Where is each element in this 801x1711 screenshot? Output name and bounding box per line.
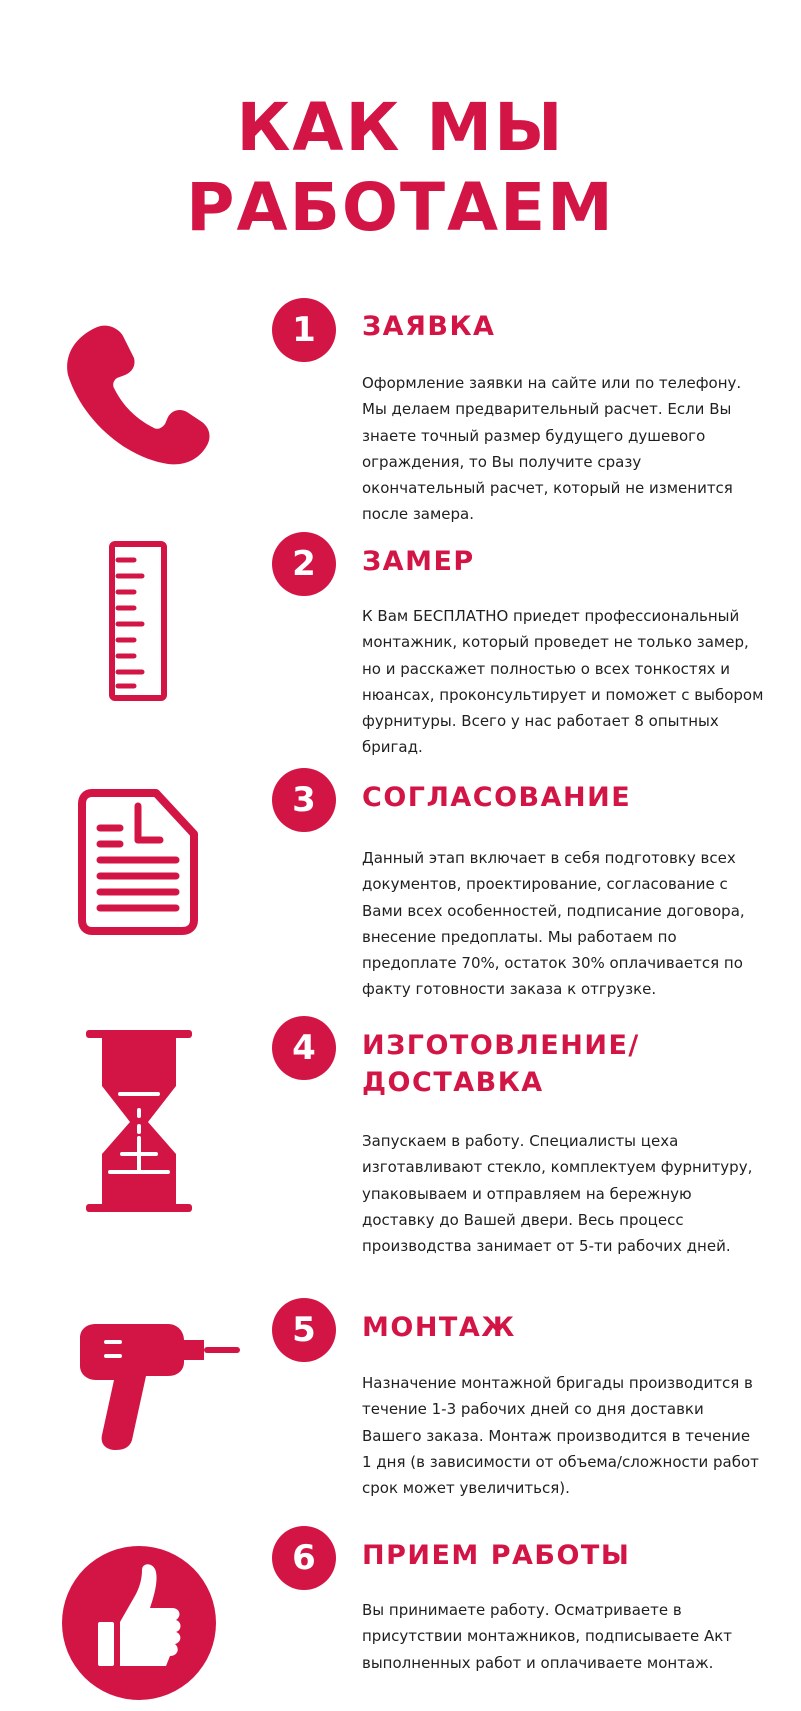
drill-icon [80, 1322, 240, 1450]
step-4-title: ИЗГОТОВЛЕНИЕ/ ДОСТАВКА [362, 1030, 640, 1098]
step-5-number: 5 [272, 1298, 336, 1362]
thumbs-up-icon [62, 1546, 216, 1700]
step-3-number: 3 [272, 768, 336, 832]
document-icon [78, 788, 200, 936]
step-5-title: МОНТАЖ [362, 1312, 516, 1343]
step-2-title: ЗАМЕР [362, 546, 475, 577]
step-4-number: 4 [272, 1016, 336, 1080]
step-2-number: 2 [272, 532, 336, 596]
step-3-title: СОГЛАСОВАНИЕ [362, 782, 632, 813]
page-title-line-2: РАБОТАЕМ [186, 169, 615, 246]
step-6-text: Вы принимаете работу. Осматриваете в присутствии монтажников, подписываете Акт выполненных работ и оплачиваете монтаж. [362, 1601, 732, 1672]
page-title [0, 88, 801, 248]
step-6-number: 6 [272, 1526, 336, 1590]
step-4-text: Запускаем в работу. Специалисты цеха изготавливают стекло, комплектуем фурнитуру, упаковываем и отправляем на бережную доставку до Вашей двери. Весь процесс производства занимает от 5-ти рабочих дней. [362, 1132, 753, 1256]
step-6-title: ПРИЕМ РАБОТЫ [362, 1540, 631, 1571]
ruler-icon [108, 540, 170, 704]
step-1-text: Оформление заявки на сайте или по телефону. Мы делаем предварительный расчет. Если Вы знаете точный размер будущего душевого ограждения, то Вы получите сразу окончательный расчет, который не изменится после замера. [362, 374, 742, 524]
step-1-title: ЗАЯВКА [362, 311, 496, 342]
step-1-number: 1 [272, 298, 336, 362]
hourglass-icon [86, 1030, 192, 1214]
phone-icon [62, 320, 212, 470]
step-5-text: Назначение монтажной бригады производится в течение 1-3 рабочих дней со дня доставки Вашего заказа. Монтаж производится в течение 1 дня (в зависимости от объема/сложности работ срок может увеличиться). [362, 1374, 759, 1498]
page-title-line-1: КАК МЫ [236, 89, 565, 166]
step-3-text: Данный этап включает в себя подготовку всех документов, проектирование, согласование с Вами всех особенностей, подписание договора, внесение предоплаты. Мы работаем по предоплате 70%, остаток 30% оплачивается по факту готовности заказа к отгрузке. [362, 849, 745, 999]
step-2-text: К Вам БЕСПЛАТНО приедет профессиональный монтажник, который проведет не только замер, но и расскажет полностью о всех тонкостях и нюансах, проконсультирует и поможет с выбором фурнитуры. Всего у нас работает 8 опытных бригад. [362, 607, 764, 757]
